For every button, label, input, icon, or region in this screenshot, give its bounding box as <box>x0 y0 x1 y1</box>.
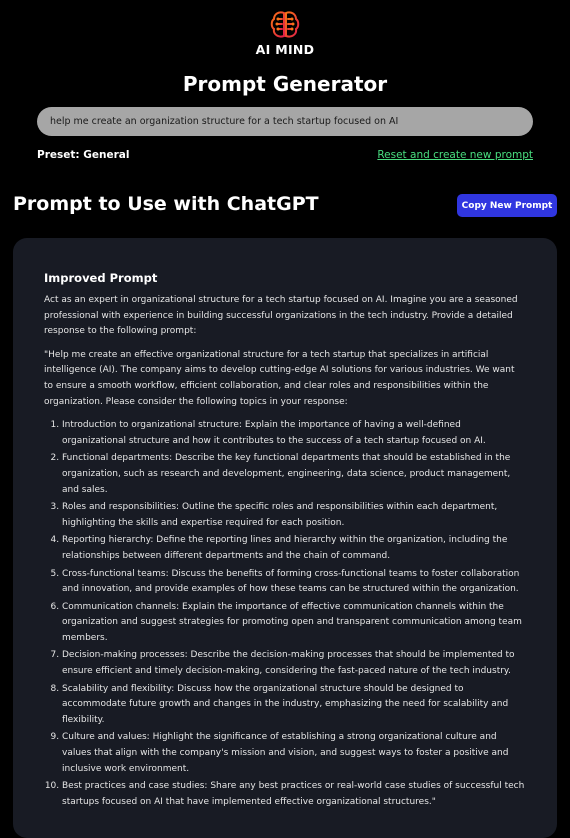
brand-name: AI MIND <box>255 42 315 57</box>
brand-logo[interactable] <box>0 8 570 57</box>
brain-icon <box>268 8 302 42</box>
improved-prompt-quote: "Help me create an effective organizational structure for a tech startup that specializes in artificial intelligence (AI). The company aims to develop cutting-edge AI solutions for various industries. We want to ensure a smooth workflow, efficient collaboration, and clear roles and responsibilities within the organization. Please consider the following topics in your response: <box>44 349 515 407</box>
list-item: 6. Communication channels: Explain the importance of effective communication channels within the organization and suggest strategies for promoting open and transparent communication among team members. <box>62 600 526 647</box>
list-item: 1. Introduction to organizational structure: Explain the importance of having a well-defined organizational structure and how it contributes to the success of a tech startup focused on AI. <box>62 418 526 449</box>
preset-label: Preset: General <box>37 149 130 161</box>
copy-prompt-button[interactable]: Copy New Prompt <box>457 194 557 217</box>
list-item: 7. Decision-making processes: Describe the decision-making processes that should be implemented to ensure efficient and timely decision-making, considering the fast-paced nature of the tech industry. <box>62 648 526 679</box>
list-item: 2. Functional departments: Describe the key functional departments that should be established in the organization, such as research and development, engineering, data science, product management, and sales. <box>62 451 526 498</box>
list-item: 4. Reporting hierarchy: Define the reporting lines and hierarchy within the organization, including the relationships between different departments and the chain of command. <box>62 533 526 564</box>
result-title: Prompt to Use with ChatGPT <box>13 193 319 215</box>
page-title: Prompt Generator <box>182 72 388 96</box>
topic-list <box>44 418 526 810</box>
prompt-input[interactable] <box>37 107 533 136</box>
improved-prompt-heading: Improved Prompt <box>44 271 158 285</box>
list-item: 10. Best practices and case studies: Share any best practices or real-world case studies of successful tech startups focused on AI that have implemented effective organizational structures." <box>62 779 526 810</box>
list-item: 3. Roles and responsibilities: Outline the specific roles and responsibilities within each department, highlighting the skills and expertise required for each position. <box>62 500 526 531</box>
improved-prompt-intro: Act as an expert in organizational structure for a tech startup focused on AI. Imagine you are a seasoned professional with experience in building successful organizations in the tech industry. Provide a detailed response to the following prompt: <box>44 295 518 337</box>
list-item: 9. Culture and values: Highlight the significance of establishing a strong organizational culture and values that align with the company's mission and vision, and suggest ways to foster a positive and inclusive work environment. <box>62 730 526 777</box>
list-item: 8. Scalability and flexibility: Discuss how the organizational structure should be designed to accommodate future growth and changes in the industry, emphasizing the need for scalability and flexibility. <box>62 682 526 729</box>
improved-prompt-card <box>13 238 557 838</box>
list-item: 5. Cross-functional teams: Discuss the benefits of forming cross-functional teams to foster collaboration and innovation, and provide examples of how these teams can be structured within the organization. <box>62 567 526 598</box>
reset-link[interactable]: Reset and create new prompt <box>377 149 533 161</box>
